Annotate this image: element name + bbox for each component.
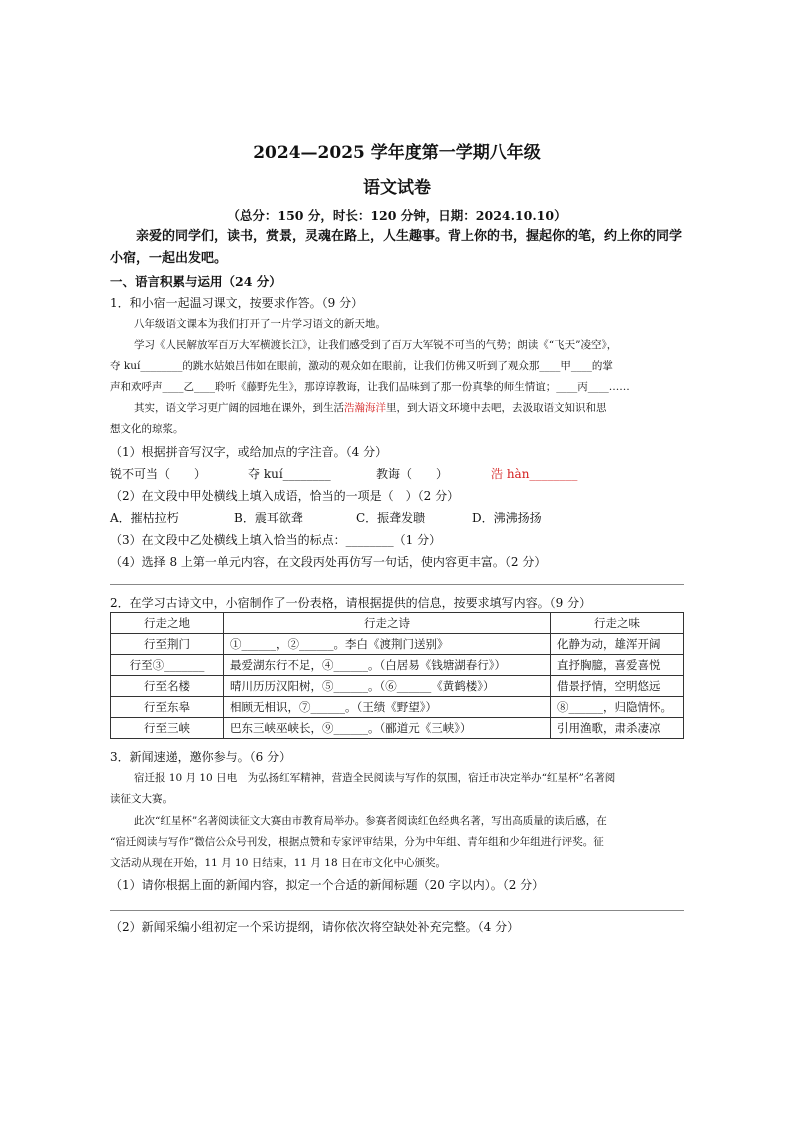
poem-table	[110, 612, 684, 739]
q1-sub3: （3）在文段中乙处横线上填入恰当的标点：________（1 分）	[110, 533, 442, 547]
exam-subject: 语文试卷	[363, 178, 431, 198]
q1-option-c: C．振聋发聩	[356, 511, 426, 525]
table-row	[111, 718, 684, 739]
q1-option-b: B．震耳欲聋	[234, 511, 303, 525]
section-heading: 一、语言积累与运用（24 分）	[110, 274, 282, 289]
q1-sub4: （4）选择 8 上第一单元内容，在文段丙处再仿写一句话，使内容更丰富。（2 分）	[110, 555, 547, 569]
q1-sub1-item-red: 浩 hàn________	[491, 467, 578, 481]
table-cell: 直抒胸臆，喜爱喜悦	[551, 655, 684, 676]
table-cell: 借景抒情，空明悠远	[551, 676, 684, 697]
table-cell: 行至荆门	[111, 634, 224, 655]
q2-prompt: 2．在学习古诗文中，小宿制作了一份表格，请根据提供的信息，按要求填写内容。（9 分）	[110, 596, 592, 610]
q1-passage-line: 想文化的琼浆。	[110, 423, 184, 435]
table-row	[111, 697, 684, 718]
table-cell: 行至三峡	[111, 718, 224, 739]
q1-passage-text: 里，到大语文环境中去吧，去汲取语文知识和思	[386, 402, 607, 414]
q1-passage-line: 八年级语文课本为我们打开了一片学习语文的新天地。	[134, 318, 386, 330]
table-cell: 相顾无相识，⑦______。（王绩《野望》）	[224, 697, 551, 718]
table-row	[111, 655, 684, 676]
table-cell: 行至③_______	[111, 655, 224, 676]
table-cell: 最爱湖东行不足，④______。（白居易《钱塘湖春行》）	[224, 655, 551, 676]
q1-passage-line: 学习《人民解放军百万大军横渡长江》，让我们感受到了百万大军锐不可当的气势；朗读《“飞天”凌空》，	[134, 339, 618, 351]
table-header-row	[111, 613, 684, 634]
intro-text: 亲爱的同学们，读书，赏景，灵魂在路上，人生趣事。背上你的书，握起你的笔，约上你的同学小宿，一起出发吧。	[110, 229, 683, 266]
q3-sub2: （2）新闻采编小组初定一个采访提纲，请你依次将空缺处补充完整。（4 分）	[110, 920, 520, 934]
q1-passage-text: 其实，语文学习更广阔的园地在课外，到生活	[134, 402, 344, 414]
table-cell: ⑧______，归隐情怀。	[551, 697, 684, 718]
table-cell: 化静为动，雄浑开阔	[551, 634, 684, 655]
answer-line	[110, 584, 684, 585]
table-header: 行走之地	[111, 613, 224, 634]
table-header: 行走之诗	[224, 613, 551, 634]
table-cell: 巴东三峡巫峡长，⑨______。（郦道元《三峡》）	[224, 718, 551, 739]
q1-highlight-word: 浩瀚海洋	[344, 402, 386, 414]
q1-sub1-item: 夺 kuí________	[248, 467, 331, 481]
q1-passage-line: 夺 kuí________的跳水姑娘吕伟如在眼前，激动的观众如在眼前，让我们仿佛又听到了观众那____甲____的掌	[110, 360, 613, 372]
q1-passage-line: 声和欢呼声____乙____聆听《藤野先生》，那谆谆教诲，让我们品味到了那一份真挚的师生情谊；____丙____……	[110, 381, 630, 393]
q1-option-d: D．沸沸扬扬	[472, 511, 542, 525]
q3-news-line: 读征文大赛。	[110, 793, 173, 805]
exam-info: （总分：150 分，时长：120 分钟，日期：2024.10.10）	[227, 208, 567, 223]
table-row	[111, 634, 684, 655]
exam-title: 2024—2025 学年度第一学期八年级	[253, 143, 541, 163]
q1-sub1: （1）根据拼音写汉字，或给加点的字注音。（4 分）	[110, 445, 388, 459]
q1-sub2: （2）在文段中甲处横线上填入成语，恰当的一项是（ ）（2 分）	[110, 489, 460, 503]
table-cell: 晴川历历汉阳树，⑤______。（⑥______《黄鹤楼》）	[224, 676, 551, 697]
q3-news-line: 宿迁报 10 月 10 日电 为弘扬红军精神，营造全民阅读与写作的氛围，宿迁市决定举办“红星杯”名著阅	[134, 772, 616, 784]
q1-passage-line	[134, 400, 607, 415]
table-row	[111, 676, 684, 697]
q1-sub1-item: 锐不可当（ ）	[110, 467, 207, 481]
q3-news-line: 文活动从现在开始，11 月 10 日结束，11 月 18 日在市文化中心颁奖。	[110, 857, 446, 869]
table-cell: 行至名楼	[111, 676, 224, 697]
answer-line	[110, 910, 684, 911]
q3-sub1: （1）请你根据上面的新闻内容，拟定一个合适的新闻标题（20 字以内）。（2 分）	[110, 878, 545, 892]
table-cell: ①______，②______。李白《渡荆门送别》	[224, 634, 551, 655]
table-cell: 行至东皋	[111, 697, 224, 718]
q3-news-line: 此次“红星杯”名著阅读征文大赛由市教育局举办。参赛者阅读红色经典名著，写出高质量的读后感，在	[134, 815, 607, 827]
q1-sub1-item: 教诲（ ）	[376, 467, 449, 481]
table-header: 行走之味	[551, 613, 684, 634]
q3-news-line: “宿迁阅读与写作”微信公众号刊发，根据点赞和专家评审结果，分为中年组、青年组和少年组进行评奖。征	[110, 836, 604, 848]
q1-option-a: A．摧枯拉朽	[110, 511, 179, 525]
q3-prompt: 3．新闻速递，邀你参与。（6 分）	[110, 750, 292, 764]
q1-prompt: 1．和小宿一起温习课文，按要求作答。（9 分）	[110, 296, 364, 310]
table-cell: 引用渔歌，肃杀凄凉	[551, 718, 684, 739]
